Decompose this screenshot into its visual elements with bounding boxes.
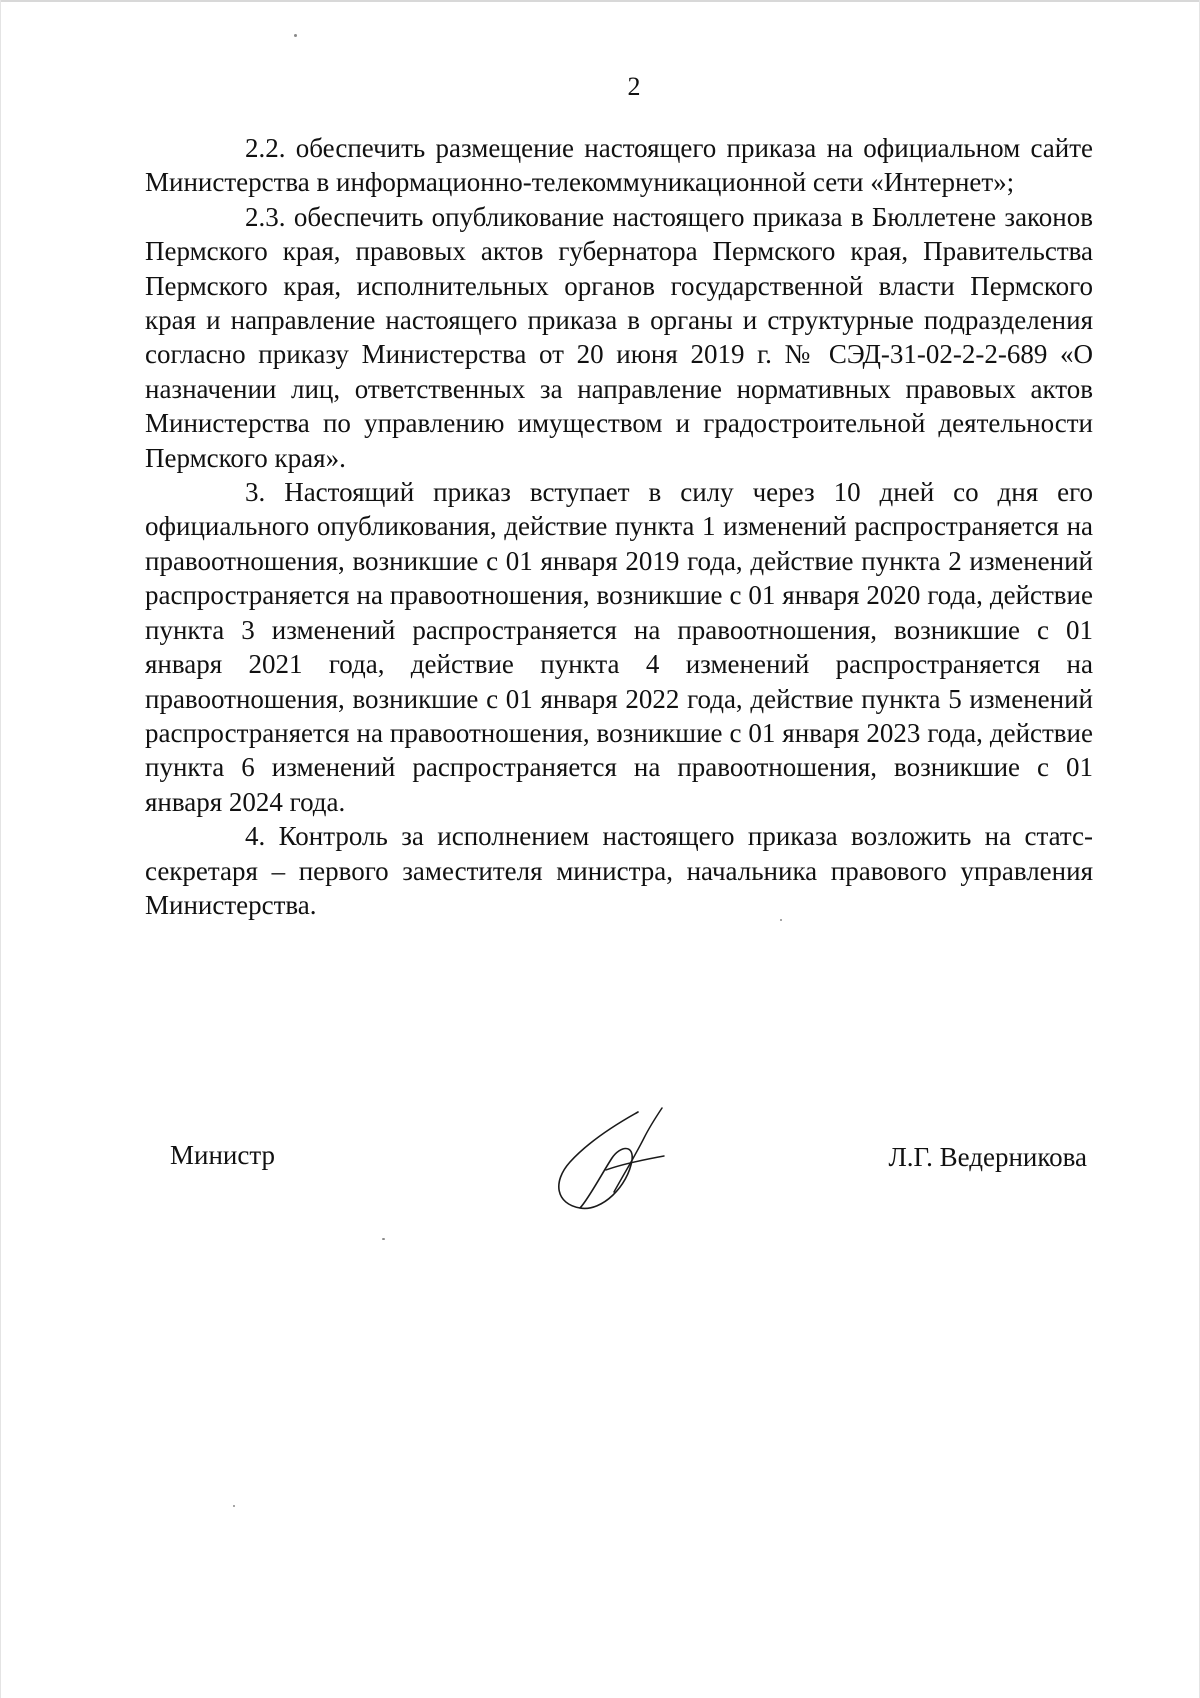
page-number: 2 bbox=[627, 72, 641, 101]
page-left-edge bbox=[0, 0, 1, 1698]
scan-speck bbox=[233, 1505, 235, 1507]
handwritten-signature bbox=[550, 1100, 690, 1220]
paragraph-4: 4. Контроль за исполнением настоящего приказа возложить на статс-секретаря – первого заместителя министра, начальника правового управления Министерства. bbox=[145, 821, 1093, 920]
document-body bbox=[145, 131, 1093, 922]
scan-speck bbox=[780, 919, 782, 921]
signatory-title: Министр bbox=[170, 1140, 275, 1170]
signatory-name: Л.Г. Ведерникова bbox=[888, 1142, 1087, 1172]
paragraph-3: 3. Настоящий приказ вступает в силу через 10 дней со дня его официального опубликования, действие пункта 1 изменений распространяется на правоотношения, возникшие с 01 января 2019 года, действие пункта 2 изменений распространяется на правоотношения, возникшие с 01 января 2020 года, действие пункта 3 изменений распространяется на правоотношения, возникшие с 01 января 2021 года, действие пункта 4 изменений распространяется на правоотношения, возникшие с 01 января 2022 года, действие пункта 5 изменений распространяется на правоотношения, возникшие с 01 января 2023 года, действие пункта 6 изменений распространяется на правоотношения, возникшие с 01 января 2024 года. bbox=[145, 477, 1093, 817]
scan-speck bbox=[382, 1238, 385, 1240]
page-top-edge bbox=[0, 0, 1200, 2]
scan-speck bbox=[294, 34, 297, 37]
paragraph-2-2: 2.2. обеспечить размещение настоящего приказа на официальном сайте Министерства в информационно-телекоммуникационной сети «Интернет»; bbox=[145, 133, 1093, 198]
paragraph-2-3: 2.3. обеспечить опубликование настоящего приказа в Бюллетене законов Пермского края, правовых актов губернатора Пермского края, Правительства Пермского края, исполнительных органов государственной власти Пермского края и направление настоящего приказа в органы и структурные подразделения согласно приказу Министерства от 20 июня 2019 г. № СЭД-31-02-2-2-689 «О назначении лиц, ответственных за направление нормативных правовых актов Министерства по управлению имуществом и градостроительной деятельности Пермского края». bbox=[145, 201, 1093, 473]
